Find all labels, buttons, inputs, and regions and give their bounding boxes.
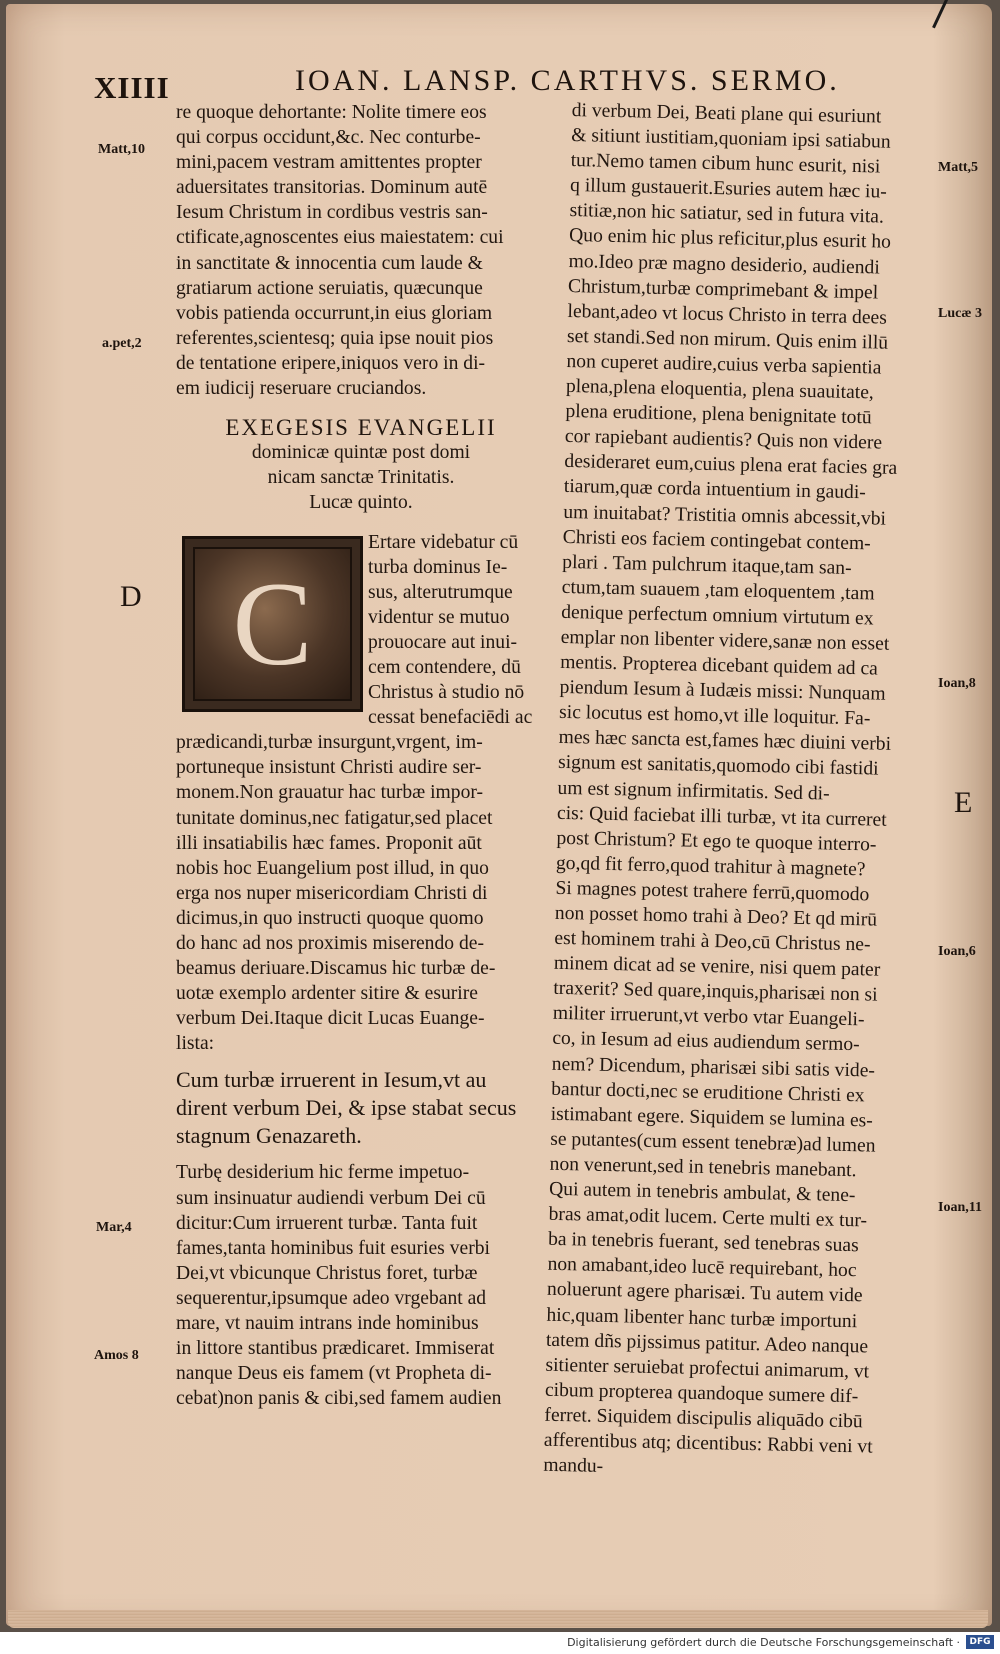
section-subtitle-line: dominicæ quintæ post domi	[251, 442, 471, 464]
text-line: fames,tanta hominibus fuit esuries verbi	[176, 1237, 490, 1259]
text-line: verbum Dei.Itaque dicit Lucas Euange-	[176, 1008, 485, 1030]
margin-letter-d: D	[120, 580, 142, 613]
text-line: q illum gustauerit.Esuries autem hæc iu-	[569, 175, 888, 203]
text-line: mandu-	[543, 1454, 604, 1478]
text-line: sequerentur,ipsumque adeo vrgebant ad	[176, 1287, 487, 1309]
text-line: Si magnes potest trahere ferrū,quomodo	[555, 877, 870, 906]
text-line: vobis patienda occurrunt,in eius gloriam	[176, 302, 493, 324]
text-line: Qui autem in tenebris ambulat, & tene-	[548, 1178, 856, 1207]
text-line: re quoque dehortante: Nolite timere eos	[176, 102, 487, 123]
text-line: in littore stantibus prædicaret. Immiserat	[176, 1338, 495, 1360]
text-line: Cum turbæ irruerent in Iesum,vt au	[176, 1067, 487, 1093]
text-line: portuneque insistunt Christi audire ser-	[176, 757, 482, 779]
text-line: plena eruditione, plena benignitate totū	[565, 401, 872, 429]
text-line: cor rapiebant audientis? Quis non videre	[564, 426, 883, 454]
text-line: hic,quam libenter hanc turbæ importuni	[546, 1304, 858, 1332]
margin-note-matt5: Matt,5	[938, 160, 979, 175]
text-line: piendum Iesum à Iudæis missi: Nunquam	[559, 677, 886, 705]
footer-credit: Digitalisierung gefördert durch die Deutsche Forschungsgemeinschaft ·	[567, 1636, 960, 1649]
text-line: sus, alterutrumque	[368, 581, 513, 603]
text-line: erga nos nuper misericordiam Christi di	[176, 882, 488, 904]
text-line: lebant,adeo vt locus Christo in terra dees	[567, 300, 888, 329]
text-line: Iesum Christum in cordibus vestris san-	[176, 202, 488, 224]
decorated-initial-letter: C	[193, 547, 352, 701]
text-line: mare, vt nauim intrans inde hominibus	[176, 1313, 479, 1335]
folio-number: XIIII	[94, 70, 170, 105]
text-line: stagnum Genazareth.	[176, 1123, 362, 1149]
text-line: post Christum? Et ego te quoque interro-	[556, 827, 877, 856]
margin-note-luc3: Lucæ 3	[938, 306, 982, 321]
section-subtitle-line: Lucæ quinto.	[309, 492, 413, 514]
page-edge	[8, 1610, 988, 1628]
text-line: dicimus,in quo instructi quoque quomo	[176, 907, 484, 929]
text-line: se putantes(cum essent tenebræ)ad lumen	[549, 1128, 876, 1157]
text-line: tiarum,quæ corda intuentium in gaudi-	[563, 476, 867, 504]
text-line: bras amat,odit lucem. Certe multi ex tur-	[548, 1203, 868, 1232]
text-line: nobis hoc Euangelium post illud, in quo	[176, 857, 489, 879]
text-line: cibum propterea quandoque sumere dif-	[544, 1379, 859, 1408]
text-line: mentis. Propterea dicebant quidem ad ca	[559, 651, 879, 680]
text-line: noluerunt agere pharisæi. Tu autem vide	[546, 1279, 863, 1307]
text-line: tunitate dominus,nec fatigatur,sed placet	[176, 807, 493, 829]
text-line: non cuperet audire,cuius verba sapientia	[566, 350, 882, 379]
text-line: denique perfectum omnium virtutum ex	[561, 601, 874, 630]
text-line: videntur se mutuo	[368, 606, 510, 628]
decorated-initial	[182, 536, 363, 712]
text-line: ferret. Siquidem discipulis aliquādo cibū	[544, 1404, 863, 1433]
text-line: Christus à studio nō	[368, 682, 525, 704]
text-line: tur.Nemo tamen cibum hunc esurit, nisi	[570, 150, 881, 178]
text-line: ctificate,agnoscentes eius maiestatem: cui	[176, 227, 504, 249]
text-line: traxerit? Sed quare,inquis,pharisæi non si	[553, 978, 878, 1006]
left-top-paragraph	[176, 100, 546, 401]
text-line: tatem dñs pijssimus patitur. Adeo nanque	[545, 1329, 869, 1358]
text-line: non venerunt,sed in tenebris manebant.	[549, 1153, 857, 1182]
margin-note-amos8: Amos 8	[94, 1348, 139, 1363]
margin-note-mar4: Mar,4	[96, 1220, 132, 1235]
text-line: uotæ exemplo ardenter sitire & esurire	[176, 983, 478, 1005]
text-line: monem.Non grauatur hac turbæ impor-	[176, 782, 484, 804]
left-final-paragraph	[176, 1160, 546, 1411]
text-line: nem? Dicendum, pharisæi sibi satis vide-	[551, 1053, 876, 1082]
text-line: afferentibus atq; dicentibus: Rabbi veni vt	[543, 1429, 873, 1458]
text-line: Dei,vt vbicunque Christus foret, turbæ	[176, 1262, 478, 1284]
text-line: do hanc ad nos proximis miserendo de-	[176, 933, 484, 954]
text-line: set standi.Sed non mirum. Quis enim illū	[566, 325, 889, 354]
text-line: turba dominus Ie-	[368, 556, 508, 578]
text-line: cis: Quid faciebat illi turbæ, vt ita curreret	[556, 802, 887, 831]
text-line: bantur docti,nec se eruditione Christi ex	[551, 1078, 865, 1107]
text-line: referentes,scientesq; quia ipse nouit pios	[176, 327, 494, 349]
text-line: go,qd fit ferro,quod trahitur à magnete?	[555, 852, 866, 881]
text-line: Ertare videbatur cū	[368, 531, 519, 553]
text-line: plari . Tam pulchrum itaque,tam san-	[562, 551, 852, 579]
text-line: em iudicij reseruare cruciandos.	[176, 378, 427, 400]
running-head: IOAN. LANSP. CARTHVS. SERMO.	[295, 64, 840, 97]
text-line: Turbę desiderium hic ferme impetuo-	[176, 1162, 470, 1184]
text-line: gratiarum actione seruiatis, quæcunque	[176, 277, 483, 299]
text-line: sum insinuatur audiendi verbum Dei cū	[176, 1187, 486, 1209]
text-line: sitienter seruiebat profectui animarum, vt	[545, 1354, 870, 1383]
right-text-column	[543, 98, 932, 1485]
digitization-footer	[0, 1632, 1000, 1654]
text-line: Christi eos faciem contingebat contem-	[562, 526, 871, 554]
text-line: co, in Iesum ad eius audiendum sermo-	[552, 1028, 860, 1056]
margin-letter-e: E	[954, 786, 973, 819]
text-line: de tentatione eripere,iniquos vero in di-	[176, 352, 486, 374]
text-line: um est signum infirmitatis. Sed di-	[557, 777, 830, 805]
text-line: non posset homo trahi à Deo? Et qd mirū	[554, 902, 878, 931]
text-line: prædicandi,turbæ insurgunt,vrgent, im-	[176, 732, 483, 754]
margin-note-ioan6: Ioan,6	[938, 944, 976, 959]
text-line: militer irruerunt,vt verbo vtar Euangeli-	[552, 1003, 865, 1031]
text-line: cebat)non panis & cibi,sed famem audien	[176, 1388, 502, 1410]
text-line: emplar non libenter videre,sanæ non esset	[560, 626, 890, 655]
text-line: sic locutus est homo,vt ille loquitur. Fa-	[558, 702, 871, 730]
text-line: Christum,turbæ comprimebant & impel	[567, 275, 879, 304]
text-line: lista:	[176, 1033, 215, 1055]
section-title: EXEGESIS EVANGELII	[225, 415, 497, 441]
text-line: mes hæc sancta est,fames hæc diuini verbi	[558, 727, 892, 756]
text-line: ctum,tam suauem ,tam eloquentem ,tam	[561, 576, 875, 605]
text-line: um inuitabat? Tristitia omnis abcessit,vbi	[563, 501, 887, 530]
page-header	[90, 60, 910, 105]
text-line: mo.Ideo præ magno desiderio, audiendi	[568, 250, 881, 279]
margin-note-pet2: a.pet,2	[102, 336, 142, 351]
text-line: qui corpus occidunt,&c. Nec conturbe-	[176, 127, 481, 149]
text-line: aduersitates transitorias. Dominum autē	[176, 177, 488, 199]
text-line: di verbum Dei, Beati plane qui esuriunt	[571, 99, 882, 128]
text-line: illi insatiabilis hæc fames. Proponit aūt	[176, 832, 482, 854]
text-line: cessat benefaciēdi ac	[368, 707, 533, 729]
text-line: beamus deriuare.Discamus hic turbæ de-	[176, 958, 496, 980]
text-line: ba in tenebris fuerant, sed tenebras suas	[547, 1228, 859, 1257]
text-line: mini,pacem vestram amittentes propter	[176, 152, 482, 174]
text-line: in sanctitate & innocentia cum laude &	[176, 252, 483, 274]
text-line: nanque Deus eis famem (vt Propheta di-	[176, 1363, 492, 1385]
text-line: prouocare aut inui-	[368, 631, 518, 653]
text-line: desideraret eum,cuius plena erat facies gra	[564, 451, 898, 480]
text-line: plena,plena eloquentia, plena suauitate,	[565, 375, 875, 404]
margin-note-ioan8: Ioan,8	[938, 676, 976, 691]
text-line: cem contendere, dū	[368, 656, 521, 678]
text-line: Quo enim hic plus reficitur,plus esurit ho	[568, 225, 892, 254]
text-line: stitiæ,non hic satiatur, sed in futura vita.	[569, 200, 885, 228]
text-line: & sitiunt iustitiam,quoniam ipsi satiabun	[570, 125, 891, 153]
text-line: istimabant egere. Siquidem se lumina es-	[550, 1103, 874, 1132]
margin-note-matt10: Matt,10	[98, 142, 146, 157]
text-line: dicitur:Cum irruerent turbæ. Tanta fuit	[176, 1212, 478, 1234]
text-line: est hominem trahi à Deo,cū Christus ne-	[554, 927, 871, 956]
section-subtitle-line: nicam sanctæ Trinitatis.	[267, 467, 455, 489]
text-line: dirent verbum Dei, & ipse stabat secus	[176, 1095, 517, 1121]
left-text-column	[176, 100, 546, 1411]
text-line: signum est sanitatis,quomodo cibi fastidi	[557, 752, 879, 781]
text-line: non amabant,ideo lucē requirebant, hoc	[547, 1254, 857, 1282]
dfg-logo: DFG	[966, 1635, 994, 1649]
text-line: minem dicat ad se venire, nisi quem pater	[553, 952, 881, 981]
margin-note-ioan11: Ioan,11	[938, 1200, 982, 1215]
gospel-quote	[176, 1066, 546, 1150]
